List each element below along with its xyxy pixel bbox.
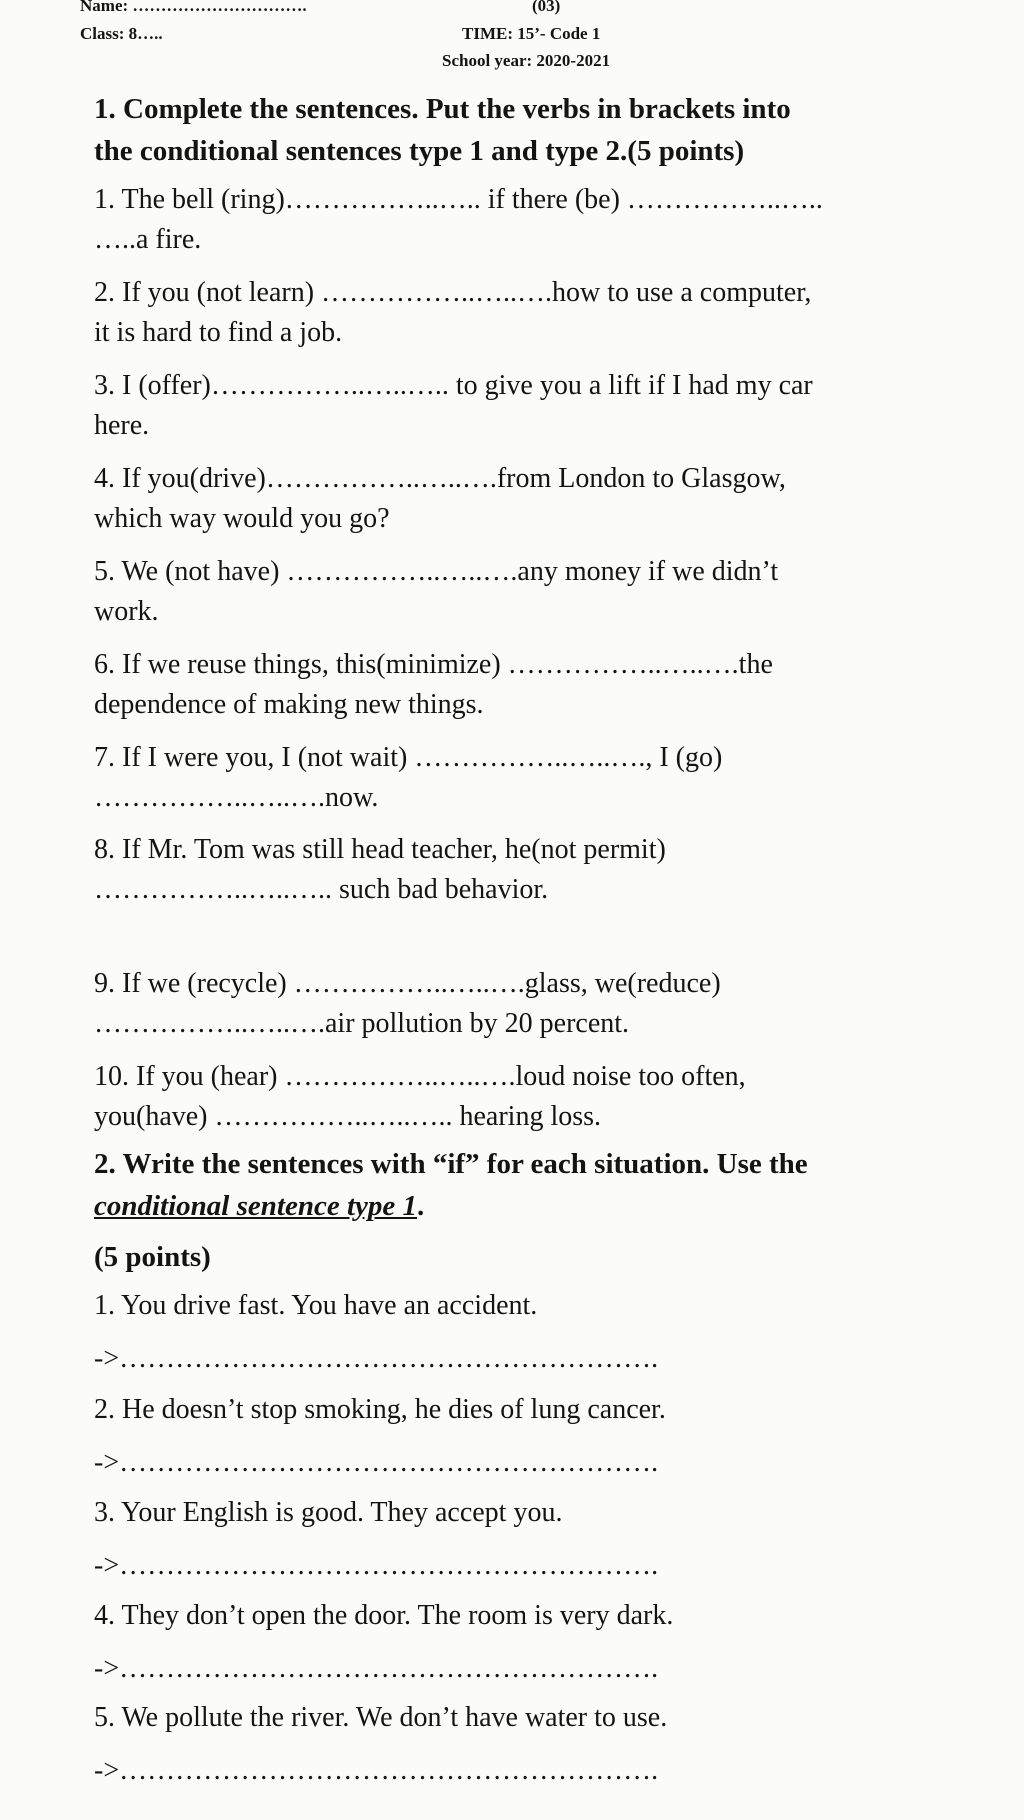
section2-title-end: . [417,1190,425,1222]
exercise-line: 4. If you(drive)……………..…..….from London to Glasgow, [94,463,786,494]
exercise-line: here. [94,410,150,441]
section2-title-line2 [94,1185,424,1227]
situation-item: 2. He doesn’t stop smoking, he dies of lung cancer. [94,1394,666,1425]
exercise-line: 8. If Mr. Tom was still head teacher, he(not permit) [94,834,666,865]
exercise-line: 9. If we (recycle) ……………..…..….glass, we(reduce) [94,968,721,999]
exercise-line: work. [94,596,159,627]
situation-item: 4. They don’t open the door. The room is very dark. [94,1600,674,1631]
answer-line: ->…………………………………………………. [94,1653,659,1684]
name-field: Name: …………………………. [80,0,307,15]
situation-item: 3. Your English is good. They accept you. [94,1497,563,1528]
exercise-line: 2. If you (not learn) ……………..…..….how to use a computer, [94,277,812,308]
school-year: School year: 2020-2021 [442,51,611,70]
answer-line: ->…………………………………………………. [94,1755,659,1786]
answer-line: ->…………………………………………………. [94,1343,659,1374]
exercise-line: ……………..…..….now. [94,782,379,813]
section1-title-line1: 1. Complete the sentences. Put the verbs in brackets into [94,93,791,125]
exercise-line: it is hard to find a job. [94,317,343,348]
section2-title-underlined: conditional sentence type 1 [94,1190,417,1222]
exercise-line: 5. We (not have) ……………..…..….any money if we didn’t [94,556,779,587]
section1-title-line2: the conditional sentences type 1 and type 2.(5 points) [94,135,745,167]
exercise-line: ……………..…..….. such bad behavior. [94,874,549,905]
test-time: TIME: 15’- Code 1 [462,24,601,43]
exercise-line: dependence of making new things. [94,689,484,720]
situation-item: 1. You drive fast. You have an accident. [94,1290,538,1321]
exercise-line: 7. If I were you, I (not wait) ……………..…..…., I (go) [94,742,723,773]
situation-item: 5. We pollute the river. We don’t have water to use. [94,1702,668,1733]
exercise-line: …..a fire. [94,224,202,255]
class-field: Class: 8….. [80,24,163,43]
exercise-line: 3. I (offer)……………..…..….. to give you a lift if I had my car [94,370,813,401]
test-code: (03) [532,0,561,15]
section2-points: (5 points) [94,1241,211,1273]
exercise-line: which way would you go? [94,503,390,534]
section2-title-line1: 2. Write the sentences with “if” for each situation. Use the [94,1148,808,1180]
answer-line: ->…………………………………………………. [94,1447,659,1478]
exercise-line: you(have) ……………..…..….. hearing loss. [94,1101,602,1132]
exercise-line: ……………..…..….air pollution by 20 percent. [94,1008,630,1039]
exercise-line: 10. If you (hear) ……………..…..….loud noise too often, [94,1061,746,1092]
exercise-line: 6. If we reuse things, this(minimize) ……………..…..….the [94,649,773,680]
answer-line: ->…………………………………………………. [94,1550,659,1581]
exercise-line: 1. The bell (ring)……………..….. if there (be) ……………..….. [94,184,823,215]
